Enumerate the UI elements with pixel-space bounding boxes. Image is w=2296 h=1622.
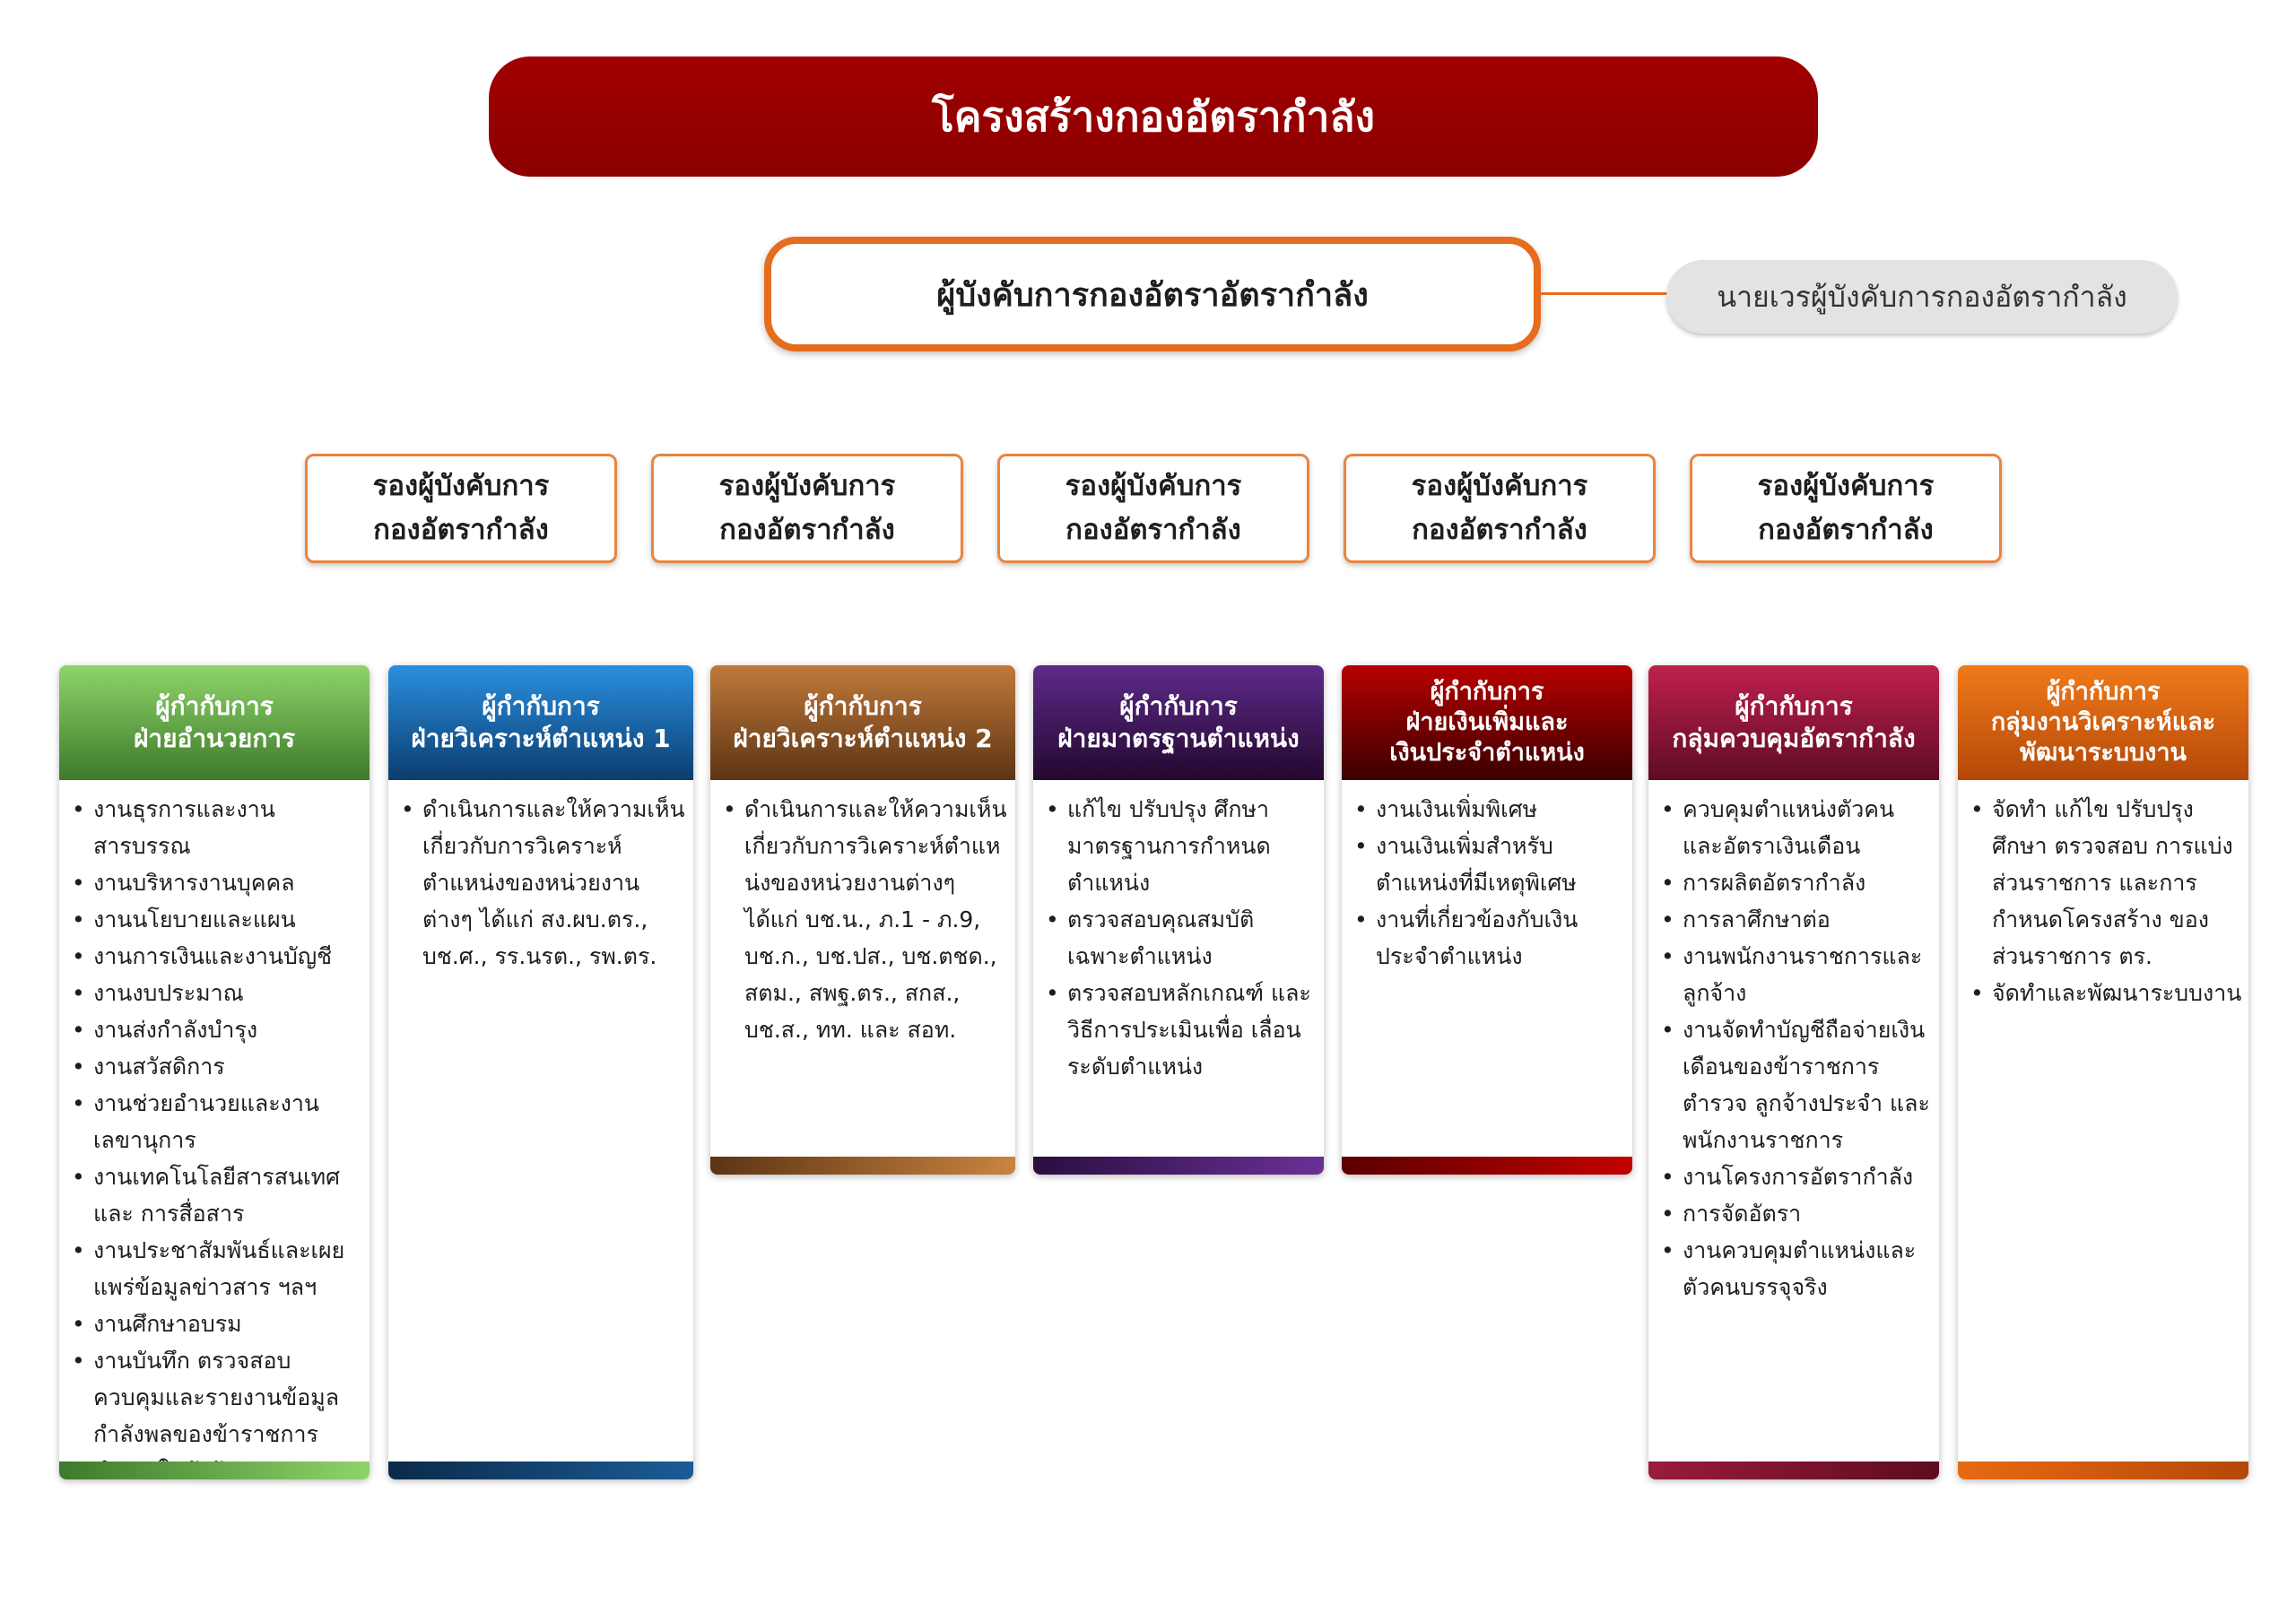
deputy-title: รองผู้บังคับการ — [1065, 470, 1242, 502]
division-header-line: ฝ่ายวิเคราะห์ตำแหน่ง 2 — [733, 724, 993, 753]
commander-box — [764, 237, 1541, 351]
division-footer-bar — [1342, 1157, 1632, 1175]
duty-item: • งานบันทึก ตรวจสอบ ควบคุมและรายงานข้อมูล กำลังพลของข้าราชการ — [72, 1342, 364, 1479]
division-manpower-control — [1648, 665, 1939, 1479]
deputy-box — [651, 454, 963, 563]
duty-item: • งานควบคุมตำแหน่งและ ตัวคนบรรจุจริง — [1661, 1232, 1934, 1305]
division-header-line: ฝ่ายวิเคราะห์ตำแหน่ง 1 — [411, 724, 671, 753]
division-header-line: ผู้กำกับการ — [1119, 691, 1238, 721]
duty-item: • งานธุรการและงานสารบรรณ — [72, 791, 364, 864]
deputy-box — [1690, 454, 2002, 563]
division-header-line: เงินประจำตำแหน่ง — [1389, 739, 1585, 767]
division-header-line: ผู้กำกับการ — [482, 691, 600, 721]
duty-item: • งานโครงการอัตรากำลัง — [1661, 1158, 1934, 1195]
duty-item: • งานเทคโนโลยีสารสนเทศและ การสื่อสาร — [72, 1158, 364, 1232]
duty-item: • แก้ไข ปรับปรุง ศึกษา มาตรฐานการกำหนด ตำแหน่ง — [1046, 791, 1318, 901]
deputy-box — [305, 454, 617, 563]
duty-list — [1342, 780, 1632, 975]
deputy-title: รองผู้บังคับการ — [718, 470, 896, 502]
duty-item: • งานพนักงานราชการและ ลูกจ้าง — [1661, 938, 1934, 1011]
division-header — [59, 665, 370, 780]
division-header-line: กลุ่มควบคุมอัตรากำลัง — [1672, 724, 1916, 753]
duty-item: • งานศึกษาอบรม — [72, 1305, 364, 1342]
division-analysis-1 — [388, 665, 693, 1479]
deputy-unit: กองอัตรากำลัง — [1412, 514, 1587, 546]
deputy-unit: กองอัตรากำลัง — [1758, 514, 1934, 546]
duty-item: • ดำเนินการและให้ความเห็น เกี่ยวกับการวิเคราะห์ ตำแหน่งของหน่วยงานต่างๆ ได้แก่ สง.ผบ.ตร., บช.ศ., รร.นรต., รพ.ตร. — [401, 791, 688, 975]
deputy-title: รองผู้บังคับการ — [1411, 470, 1588, 502]
division-header — [388, 665, 693, 780]
duty-item: • งานประชาสัมพันธ์และเผย แพร่ข้อมูลข่าวสาร ฯลฯ — [72, 1232, 364, 1305]
commander-label: ผู้บังคับการกองอัตราอัตรากำลัง — [936, 276, 1369, 314]
deputy-unit: กองอัตรากำลัง — [1065, 514, 1241, 546]
division-position-standards — [1033, 665, 1324, 1175]
duty-item: • งานนโยบายและแผน — [72, 901, 364, 938]
division-footer-bar — [388, 1462, 693, 1479]
title-banner — [489, 56, 1818, 177]
duty-item: • จัดทำและพัฒนาระบบงาน — [1970, 975, 2243, 1011]
duty-item: • งานสวัสดิการ — [72, 1048, 364, 1085]
division-header — [1958, 665, 2248, 780]
division-footer-bar — [1033, 1157, 1324, 1175]
duty-list — [1648, 780, 1939, 1305]
page-title: โครงสร้างกองอัตรากำลัง — [931, 91, 1376, 141]
division-analysis-2 — [710, 665, 1015, 1175]
duty-item: • จัดทำ แก้ไข ปรับปรุง ศึกษา ตรวจสอบ การแบ่งส่วนราชการ และการกำหนดโครงสร้าง ของส่วนราชการ ตร. — [1970, 791, 2243, 975]
duty-item: • งานส่งกำลังบำรุง — [72, 1011, 364, 1048]
deputy-box — [1344, 454, 1656, 563]
deputy-unit: กองอัตรากำลัง — [373, 514, 549, 546]
duty-item: • งานเงินเพิ่มสำหรับ ตำแหน่งที่มีเหตุพิเศษ — [1354, 828, 1627, 901]
division-header-line: ฝ่ายอำนวยการ — [133, 724, 296, 753]
deputy-title: รองผู้บังคับการ — [1757, 470, 1935, 502]
duty-list — [388, 780, 693, 975]
duty-list — [710, 780, 1015, 1048]
duty-item: • งานที่เกี่ยวข้องกับเงิน ประจำตำแหน่ง — [1354, 901, 1627, 975]
deputy-unit: กองอัตรากำลัง — [719, 514, 895, 546]
division-footer-bar — [1958, 1462, 2248, 1479]
duty-list — [1958, 780, 2248, 1011]
division-system-development — [1958, 665, 2248, 1479]
division-header-line: ฝ่ายมาตรฐานตำแหน่ง — [1057, 724, 1300, 753]
adjutant-label: นายเวรผู้บังคับการกองอัตรากำลัง — [1717, 279, 2127, 314]
duty-item: • การจัดอัตรา — [1661, 1195, 1934, 1232]
duty-item: • ตรวจสอบคุณสมบัติ เฉพาะตำแหน่ง — [1046, 901, 1318, 975]
division-header — [1033, 665, 1324, 780]
adjutant-box — [1666, 260, 2178, 334]
division-header-line: กลุ่มงานวิเคราะห์และ — [1990, 708, 2216, 736]
division-header-line: ผู้กำกับการ — [804, 691, 922, 721]
division-header — [710, 665, 1015, 780]
duty-item: • ดำเนินการและให้ความเห็น เกี่ยวกับการวิเคราะห์ตำแห น่งของหน่วยงานต่างๆ ได้แก่ บช.น., ภ.1 - ภ.9, บช.ก., บช.ปส., บช.ตชด., สตม., สพฐ.ตร., สกส., บช.ส., ทท. และ สอท. — [723, 791, 1010, 1048]
duty-item: • ตรวจสอบหลักเกณฑ์ และวิธีการประเมินเพื่อ เลื่อนระดับตำแหน่ง — [1046, 975, 1318, 1085]
division-admin — [59, 665, 370, 1479]
division-header-line: พัฒนาระบบงาน — [2020, 739, 2187, 767]
duty-item: • งานช่วยอำนวยและงาน เลขานุการ — [72, 1085, 364, 1158]
duty-item: • การลาศึกษาต่อ — [1661, 901, 1934, 938]
connector-line — [1541, 292, 1668, 295]
duty-item: • การผลิตอัตรากำลัง — [1661, 864, 1934, 901]
division-footer-bar — [59, 1462, 370, 1479]
division-header — [1648, 665, 1939, 780]
duty-item: • งานบริหารงานบุคคล — [72, 864, 364, 901]
division-header — [1342, 665, 1632, 780]
division-header-line: ผู้กำกับการ — [2046, 678, 2161, 706]
duty-list — [59, 780, 370, 1479]
division-footer-bar — [710, 1157, 1015, 1175]
division-header-line: ผู้กำกับการ — [1735, 691, 1853, 721]
division-header-line: ผู้กำกับการ — [155, 691, 274, 721]
duty-item: • งานงบประมาณ — [72, 975, 364, 1011]
deputy-title: รองผู้บังคับการ — [372, 470, 550, 502]
duty-item: • งานเงินเพิ่มพิเศษ — [1354, 791, 1627, 828]
division-header-line: ฝ่ายเงินเพิ่มและ — [1405, 708, 1569, 736]
division-footer-bar — [1648, 1462, 1939, 1479]
division-allowances — [1342, 665, 1632, 1175]
duty-item: • ควบคุมตำแหน่งตัวคน และอัตราเงินเดือน — [1661, 791, 1934, 864]
duty-item: • งานจัดทำบัญชีถือจ่ายเงิน เดือนของข้าราชการ ตำรวจ ลูกจ้างประจำ และพนักงานราชการ — [1661, 1011, 1934, 1158]
duty-list — [1033, 780, 1324, 1085]
division-header-line: ผู้กำกับการ — [1430, 678, 1544, 706]
deputy-box — [997, 454, 1309, 563]
duty-item: • งานการเงินและงานบัญชี — [72, 938, 364, 975]
